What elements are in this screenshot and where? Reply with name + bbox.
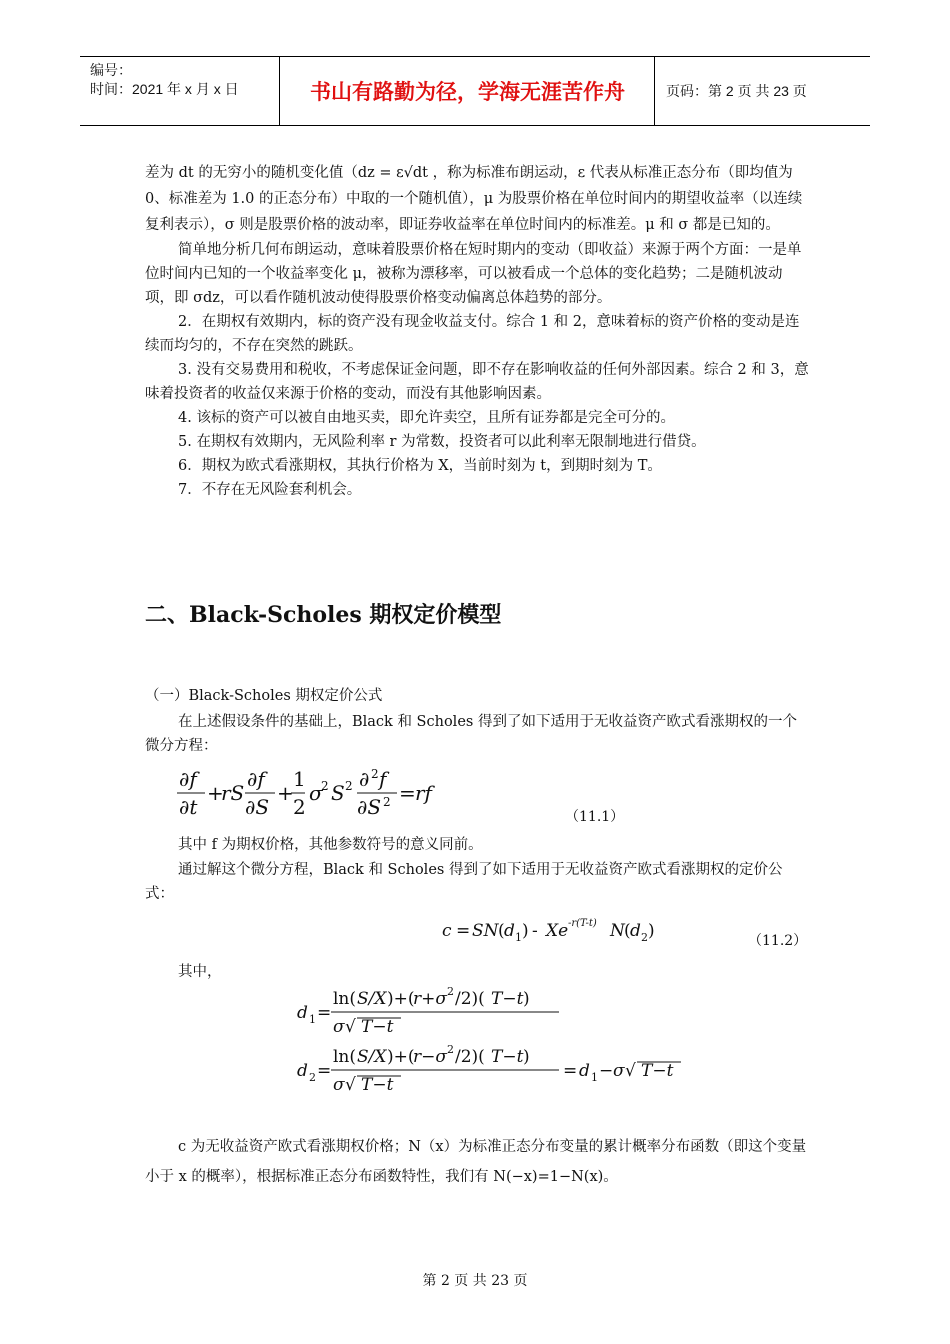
svg-text:T−t: T−t bbox=[641, 1061, 674, 1081]
svg-text:S/X: S/X bbox=[357, 989, 387, 1009]
page-header bbox=[80, 56, 870, 126]
svg-text:−: − bbox=[599, 1061, 614, 1081]
svg-text:): ) bbox=[523, 989, 530, 1009]
paragraph: 6．期权为欧式看涨期权，其执行价格为 X，当前时刻为 t，到期时刻为 T。 bbox=[178, 458, 662, 474]
svg-text:SN: SN bbox=[472, 921, 499, 941]
time-label: 时间：2021 年 x 月 x 日 bbox=[90, 81, 239, 97]
paragraph: 其中， bbox=[178, 964, 222, 980]
svg-text:2: 2 bbox=[309, 1071, 316, 1084]
svg-text:+: + bbox=[277, 781, 294, 805]
svg-text:2: 2 bbox=[447, 985, 454, 998]
equation-11-1 bbox=[175, 762, 445, 822]
svg-text:d: d bbox=[579, 1061, 590, 1081]
svg-text:T−t: T−t bbox=[491, 989, 524, 1009]
svg-text:∂S: ∂S bbox=[357, 795, 382, 819]
paragraph: 5. 在期权有效期内，无风险利率 r 为常数，投资者可以此利率无限制地进行借贷。 bbox=[178, 434, 706, 450]
svg-text:2: 2 bbox=[447, 1043, 454, 1056]
svg-text:T−t: T−t bbox=[491, 1047, 524, 1067]
header-meta bbox=[80, 57, 280, 125]
subsection-title: （一）Black-Scholes 期权定价公式 bbox=[145, 688, 383, 704]
svg-text:2: 2 bbox=[293, 795, 306, 819]
svg-text:=: = bbox=[317, 1003, 332, 1023]
body-text bbox=[145, 160, 810, 502]
svg-text:-: - bbox=[532, 921, 538, 941]
svg-text:1: 1 bbox=[309, 1013, 316, 1026]
svg-text:)+(: )+( bbox=[387, 989, 415, 1009]
svg-text:): ) bbox=[523, 1047, 530, 1067]
equation-11-2 bbox=[440, 914, 680, 948]
svg-text:rf: rf bbox=[415, 781, 432, 805]
svg-text:N: N bbox=[610, 921, 625, 941]
svg-text:∂f: ∂f bbox=[247, 767, 265, 791]
paragraph: 2．在期权有效期内，标的资产没有现金收益支付。综合 1 和 2，意味着标的资产价格的变动是连续而均匀的，不存在突然的跳跃。 bbox=[145, 314, 800, 354]
svg-text:∂f: ∂f bbox=[179, 767, 197, 791]
svg-text:d: d bbox=[297, 1003, 308, 1023]
header-page-info: 页码：第 2 页 共 23 页 bbox=[666, 83, 807, 99]
equation-d1-d2 bbox=[295, 982, 695, 1102]
svg-text:f: f bbox=[379, 767, 387, 791]
paragraph: 在上述假设条件的基础上，Black 和 Scholes 得到了如下适用于无收益资产欧式看涨期权的一个微分方程： bbox=[145, 714, 797, 754]
svg-text:): ) bbox=[522, 921, 529, 941]
svg-text:σ: σ bbox=[309, 781, 323, 805]
svg-text:+: + bbox=[207, 781, 224, 805]
svg-text:): ) bbox=[648, 921, 655, 941]
svg-text:2: 2 bbox=[641, 931, 648, 944]
svg-text:(: ( bbox=[624, 921, 631, 941]
svg-text:√: √ bbox=[625, 1061, 636, 1081]
svg-text:∂: ∂ bbox=[359, 767, 370, 791]
paragraph: 简单地分析几何布朗运动，意味着股票价格在短时期内的变动（即收益）来源于两个方面：一是单位时间内已知的一个收益率变化 μ，被称为漂移率，可以被看成一个总体的变化趋势；二是随机波动项，即 σdz，可以看作随机波动使得股票价格变动偏离总体趋势的部分。 bbox=[145, 242, 802, 306]
svg-text:=: = bbox=[317, 1061, 332, 1081]
svg-text:=: = bbox=[563, 1061, 578, 1081]
page-footer: 第 2 页 共 23 页 bbox=[422, 1273, 528, 1289]
svg-text:=: = bbox=[456, 921, 471, 941]
paragraph: c 为无收益资产欧式看涨期权价格；N（x）为标准正态分布变量的累计概率分布函数（即这个变量小于 x 的概率），根据标准正态分布函数特性，我们有 N(−x)=1−N(x)。 bbox=[145, 1139, 807, 1185]
paragraph: 通过解这个微分方程，Black 和 Scholes 得到了如下适用于无收益资产欧式看涨期权的定价公式： bbox=[145, 862, 783, 902]
svg-text:S/X: S/X bbox=[357, 1047, 387, 1067]
svg-text:=: = bbox=[399, 781, 416, 805]
svg-text:T−t: T−t bbox=[361, 1075, 394, 1095]
svg-text:d: d bbox=[297, 1061, 308, 1081]
svg-text:2: 2 bbox=[321, 779, 329, 793]
svg-text:σ: σ bbox=[333, 1075, 345, 1095]
svg-text:/2)(: /2)( bbox=[455, 989, 485, 1009]
svg-text:2: 2 bbox=[383, 795, 391, 809]
equation-tag: （11.1） bbox=[565, 809, 625, 825]
svg-text:rS: rS bbox=[221, 781, 245, 805]
paragraph: 3. 没有交易费用和税收，不考虑保证金问题，即不存在影响收益的任何外部因素。综合 2 和 3，意味着投资者的收益仅来源于价格的变动，而没有其他影响因素。 bbox=[145, 362, 809, 402]
svg-text:S: S bbox=[331, 781, 345, 805]
svg-text:ln(: ln( bbox=[333, 989, 357, 1009]
section-title: 二、Black-Scholes 期权定价模型 bbox=[145, 602, 502, 628]
svg-text:1: 1 bbox=[515, 931, 522, 944]
paragraph: 4. 该标的资产可以被自由地买卖，即允许卖空，且所有证券都是完全可分的。 bbox=[178, 410, 675, 426]
svg-text:r+σ: r+σ bbox=[413, 989, 447, 1009]
paragraph: 7．不存在无风险套利机会。 bbox=[178, 482, 362, 498]
svg-text:Xe: Xe bbox=[546, 921, 569, 941]
svg-text:1: 1 bbox=[293, 767, 306, 791]
svg-text:r−σ: r−σ bbox=[413, 1047, 447, 1067]
svg-text:c: c bbox=[442, 921, 452, 941]
svg-text:2: 2 bbox=[345, 779, 353, 793]
svg-text:∂t: ∂t bbox=[179, 795, 198, 819]
svg-text:d: d bbox=[630, 921, 641, 941]
svg-text:σ: σ bbox=[613, 1061, 625, 1081]
svg-text:-r(T-t): -r(T-t) bbox=[568, 918, 597, 929]
svg-text:d: d bbox=[504, 921, 515, 941]
svg-text:ln(: ln( bbox=[333, 1047, 357, 1067]
svg-text:T−t: T−t bbox=[361, 1017, 394, 1037]
svg-text:√: √ bbox=[345, 1075, 356, 1095]
svg-text:σ: σ bbox=[333, 1017, 345, 1037]
svg-text:∂S: ∂S bbox=[245, 795, 270, 819]
paragraph: 其中 f 为期权价格，其他参数符号的意义同前。 bbox=[178, 837, 483, 853]
equation-tag: （11.2） bbox=[748, 933, 808, 949]
svg-text:(: ( bbox=[498, 921, 505, 941]
svg-text:√: √ bbox=[345, 1017, 356, 1037]
svg-text:)+(: )+( bbox=[387, 1047, 415, 1067]
svg-text:1: 1 bbox=[591, 1071, 598, 1084]
number-label: 编号： bbox=[90, 62, 132, 78]
header-motto: 书山有路勤为径，学海无涯苦作舟 bbox=[281, 57, 655, 125]
paragraph: 差为 dt 的无穷小的随机变化值（dz = ε√dt ，称为标准布朗运动，ε 代表从标准正态分布（即均值为 0、标准差为 1.0 的正态分布）中取的一个随机值），μ 为股票价格在单位时间内的期望收益率（以连续复利表示），σ 则是股票价格的波动率，即证券收益率在单位时间内的标准差。μ 和 σ 都是已知的。 bbox=[145, 165, 803, 233]
svg-text:2: 2 bbox=[371, 767, 379, 781]
svg-text:/2)(: /2)( bbox=[455, 1047, 485, 1067]
